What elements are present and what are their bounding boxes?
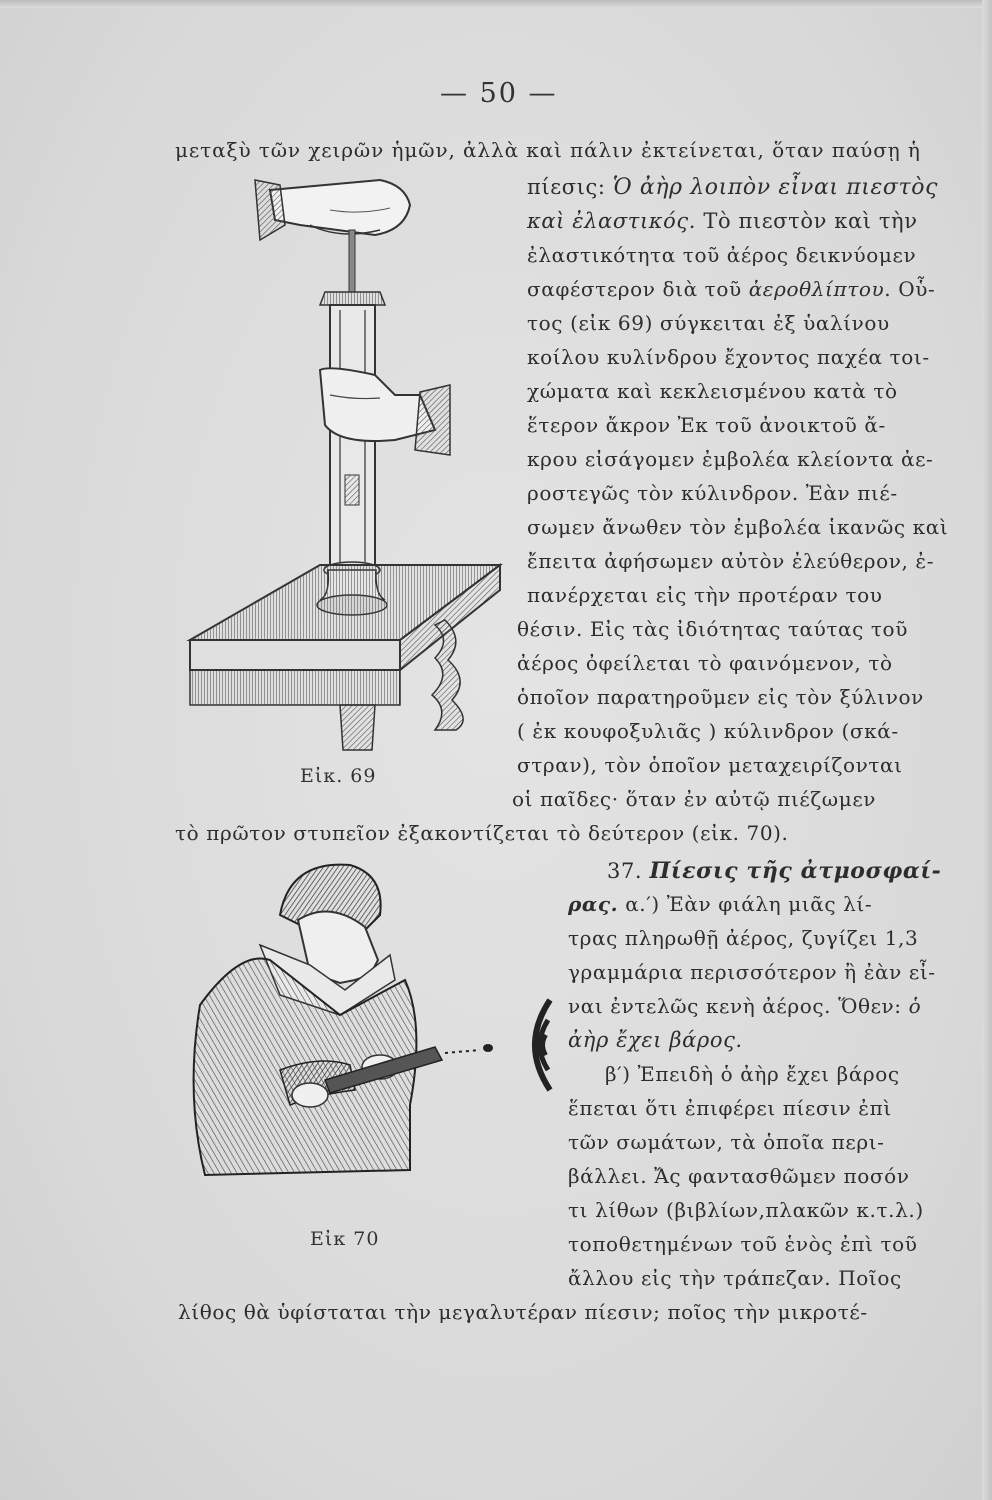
text-line-06: τος (εἰκ 69) σύγκειται ἐξ ὑαλίνου bbox=[527, 311, 890, 335]
text-line-29: ἕπεται ὅτι ἐπιφέρει πίεσιν ἐπὶ bbox=[568, 1096, 892, 1120]
text-line-23 bbox=[568, 894, 872, 914]
text-line-26b: ὁ bbox=[908, 994, 922, 1018]
text-line-12: σωμεν ἄνωθεν τὸν ἐμβολέα ἱκανῶς καὶ bbox=[527, 515, 949, 539]
text-line-34: ἄλλου εἰς τὴν τράπεζαν. Ποῖος bbox=[568, 1266, 902, 1290]
text-line-05b: ἀεροθλίπτου bbox=[748, 277, 885, 301]
text-line-08: χώματα καὶ κεκλεισμένου κατὰ τὸ bbox=[527, 379, 898, 403]
section-37-heading bbox=[607, 860, 941, 882]
text-line-07: κοίλου κυλίνδρου ἔχοντος παχέα τοι- bbox=[527, 345, 930, 369]
text-line-03b: Τὸ πιεστὸν καὶ τὴν bbox=[696, 209, 918, 233]
text-line-35: λίθος θὰ ὑφίσταται τὴν μεγαλυτέραν πίεσιν; ποῖος τὴν μικροτέ- bbox=[178, 1300, 868, 1324]
page-number: — 50 — bbox=[440, 78, 558, 109]
text-line-04: ἐλαστικότητα τοῦ ἀέρος δεικνύομεν bbox=[527, 243, 917, 267]
text-line-05 bbox=[527, 279, 935, 299]
figure-70-caption: Εἰκ 70 bbox=[310, 1228, 380, 1250]
page-right-edge bbox=[982, 0, 992, 1500]
text-line-16: ἀέρος ὀφείλεται τὸ φαινόμενον, τὸ bbox=[517, 651, 893, 675]
text-line-02a: πίεσις: bbox=[527, 175, 613, 199]
section-title-end: ρας. bbox=[568, 892, 619, 916]
text-line-30: τῶν σωμάτων, τὰ ὁποῖα περι- bbox=[568, 1130, 885, 1154]
text-line-19: στραν), τὸν ὁποῖον μεταχειρίζονται bbox=[517, 753, 903, 777]
text-line-27: ἀὴρ ἔχει βάρος. bbox=[568, 1028, 743, 1052]
text-line-18: ( ἐκ κουφοξυλιᾶς ) κύλινδρον (σκά- bbox=[517, 719, 899, 743]
text-line-26a: ναι ἐντελῶς κενὴ ἀέρος. Ὅθεν: bbox=[568, 994, 909, 1018]
text-line-03a: καὶ ἐλαστικός. bbox=[527, 209, 697, 233]
text-line-01: μεταξὺ τῶν χειρῶν ἡμῶν, ἀλλὰ καὶ πάλιν ἐκτείνεται, ὅταν παύσῃ ἡ bbox=[175, 138, 921, 162]
section-number: 37. bbox=[607, 859, 650, 883]
text-line-02b: Ὁ ἀὴρ λοιπὸν εἶναι πιεστὸς bbox=[612, 175, 939, 200]
text-line-21: τὸ πρῶτον στυπεῖον ἐξακοντίζεται τὸ δεύτερον (εἰκ. 70). bbox=[175, 821, 789, 845]
figure-70-boy-with-popgun bbox=[180, 855, 560, 1230]
text-line-23b: α.′) Ἐὰν φιάλη μιᾶς λί- bbox=[618, 892, 873, 916]
text-line-15: θέσιν. Εἰς τὰς ἰδιότητας ταύτας τοῦ bbox=[517, 617, 908, 641]
text-line-17: ὁποῖον παρατηροῦμεν εἰς τὸν ξύλινον bbox=[517, 685, 924, 709]
text-line-10: κρου εἰσάγομεν ἐμβολέα κλείοντα ἀε- bbox=[527, 447, 934, 471]
text-line-20: οἱ παῖδες· ὅταν ἐν αὐτῷ πιέζωμεν bbox=[512, 787, 877, 811]
text-line-32: τι λίθων (βιβλίων,πλακῶν κ.τ.λ.) bbox=[568, 1198, 924, 1222]
text-line-13: ἔπειτα ἀφήσωμεν αὐτὸν ἐλεύθερον, ἐ- bbox=[527, 549, 935, 573]
figure-69-air-syringe bbox=[180, 170, 510, 760]
section-title: Πίεσις τῆς ἀτμοσφαί- bbox=[649, 858, 942, 884]
text-line-25: γραμμάρια περισσότερον ἢ ἐὰν εἶ- bbox=[568, 960, 936, 984]
text-line-26 bbox=[568, 996, 921, 1016]
figure-69-caption: Εἰκ. 69 bbox=[300, 765, 377, 787]
top-hand-icon bbox=[255, 180, 410, 240]
text-line-31: βάλλει. Ἄς φαντασθῶμεν ποσόν bbox=[568, 1164, 910, 1188]
page-top-edge bbox=[0, 0, 992, 8]
text-line-05a: σαφέστερον διὰ τοῦ bbox=[527, 277, 749, 301]
text-line-05c: . Οὗ- bbox=[884, 277, 936, 301]
target-icon bbox=[535, 1000, 550, 1090]
text-line-33: τοποθετημένων τοῦ ἑνὸς ἐπὶ τοῦ bbox=[568, 1232, 918, 1256]
text-line-28: β′) Ἐπειδὴ ὁ ἀὴρ ἔχει βάρος bbox=[605, 1062, 900, 1086]
text-line-14: πανέρχεται εἰς τὴν προτέραν του bbox=[527, 583, 883, 607]
text-line-02 bbox=[527, 177, 938, 199]
text-line-11: ροστεγῶς τὸν κύλινδρον. Ἐὰν πιέ- bbox=[527, 481, 898, 505]
text-line-09: ἕτερον ἄκρον Ἐκ τοῦ ἀνοικτοῦ ἄ- bbox=[527, 413, 886, 437]
text-line-24: τρας πληρωθῇ ἀέρος, ζυγίζει 1,3 bbox=[568, 926, 919, 950]
text-line-03 bbox=[527, 211, 918, 232]
